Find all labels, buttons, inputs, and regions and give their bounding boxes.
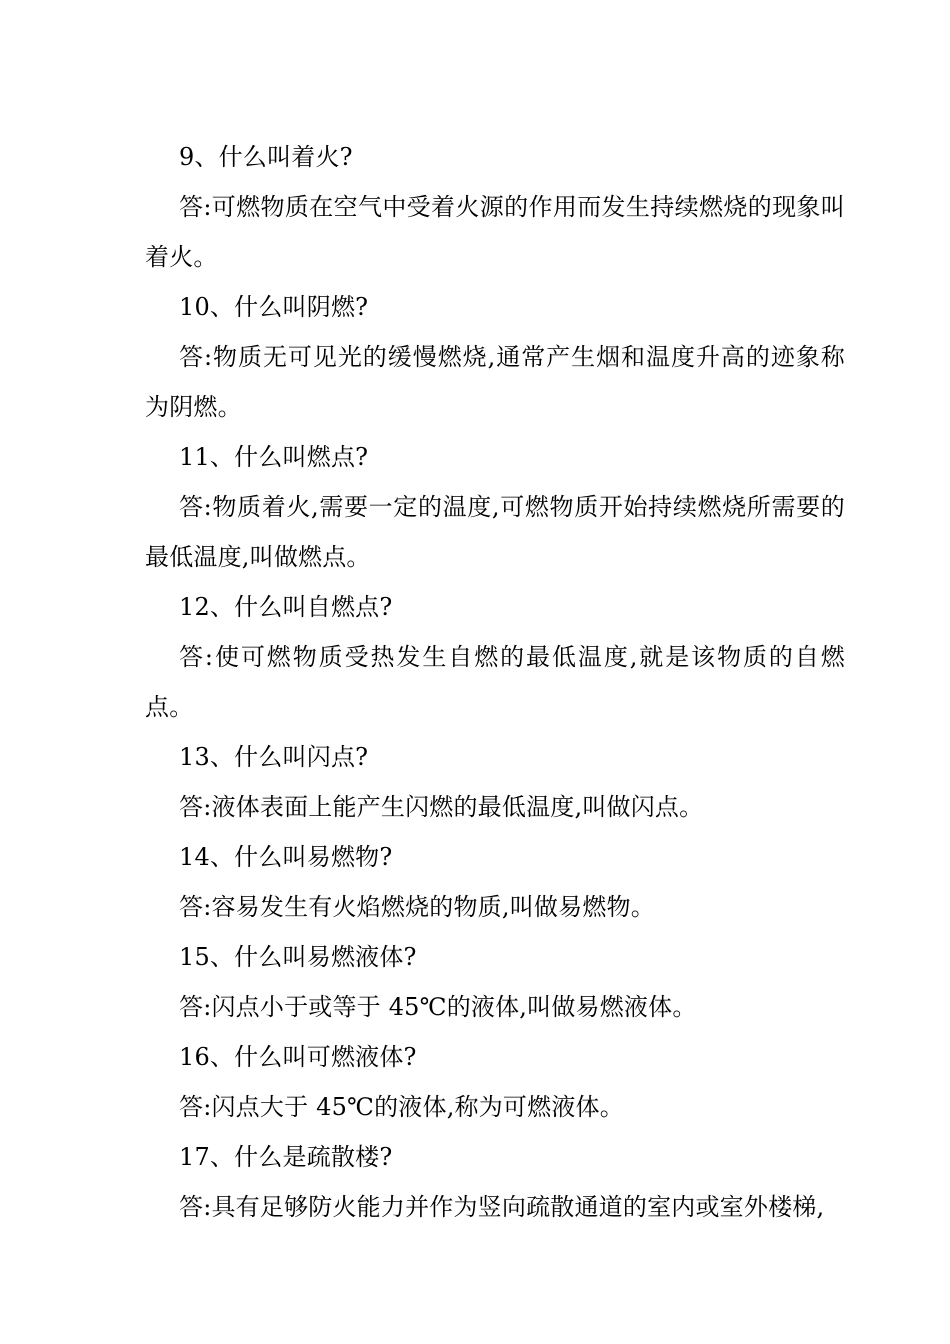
answer-15: 答:闪点小于或等于 45℃的液体,叫做易燃液体。 [179, 993, 697, 1021]
answer-16: 答:闪点大于 45℃的液体,称为可燃液体。 [179, 1093, 624, 1121]
question-9: 9、什么叫着火? [179, 143, 353, 171]
question-17: 17、什么是疏散楼? [179, 1143, 393, 1171]
answer-14: 答:容易发生有火焰燃烧的物质,叫做易燃物。 [179, 893, 655, 921]
question-16: 16、什么叫可燃液体? [179, 1043, 417, 1071]
question-13: 13、什么叫闪点? [179, 743, 369, 771]
question-10: 10、什么叫阴燃? [179, 293, 369, 321]
answer-11: 答:物质着火,需要一定的温度,可燃物质开始持续燃烧所需要的最低温度,叫做燃点。 [145, 493, 845, 571]
question-12: 12、什么叫自燃点? [179, 593, 393, 621]
answer-13: 答:液体表面上能产生闪燃的最低温度,叫做闪点。 [179, 793, 704, 821]
answer-17: 答:具有足够防火能力并作为竖向疏散通道的室内或室外楼梯, [179, 1193, 825, 1221]
answer-12: 答:使可燃物质受热发生自燃的最低温度,就是该物质的自燃点。 [145, 643, 845, 721]
answer-9: 答:可燃物质在空气中受着火源的作用而发生持续燃烧的现象叫着火。 [145, 193, 845, 271]
document-body [145, 132, 845, 1232]
question-14: 14、什么叫易燃物? [179, 843, 393, 871]
question-15: 15、什么叫易燃液体? [179, 943, 417, 971]
answer-10: 答:物质无可见光的缓慢燃烧,通常产生烟和温度升高的迹象称为阴燃。 [145, 343, 845, 421]
question-11: 11、什么叫燃点? [179, 443, 369, 471]
